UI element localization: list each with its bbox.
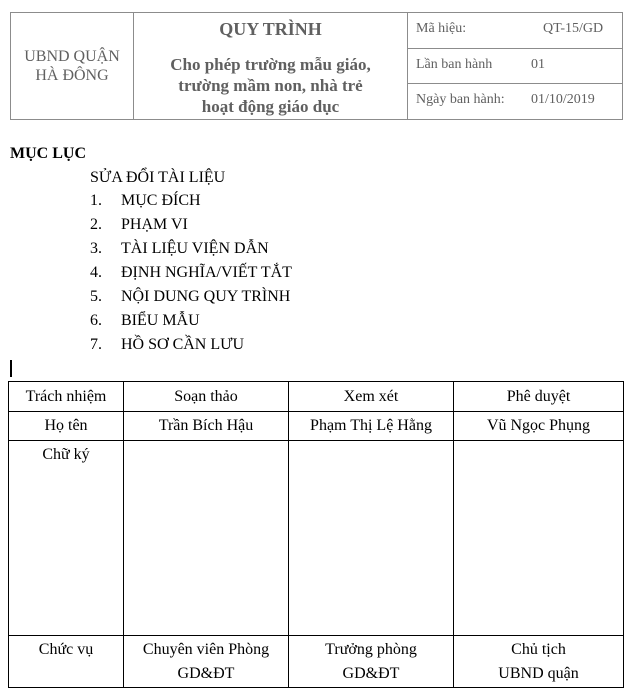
drafter-name: Trần Bích Hậu	[158, 417, 254, 434]
header-approved: Phê duyệt	[506, 388, 571, 405]
toc-item-number: 3.	[90, 240, 102, 257]
position-line: Chuyên viên Phòng	[142, 641, 270, 658]
meta-row-edition	[408, 48, 622, 84]
row-divider	[9, 411, 623, 412]
reviewer-position	[289, 638, 453, 686]
toc-item-number: 1.	[90, 192, 102, 209]
toc-item-number: 4.	[90, 264, 102, 281]
approver-name: Vũ Ngọc Phụng	[486, 417, 591, 434]
document-title: QUY TRÌNH	[219, 19, 322, 39]
position-line: GD&ĐT	[177, 665, 235, 682]
approver-position	[454, 638, 623, 686]
drafter-position	[124, 638, 288, 686]
toc-item-number: 2.	[90, 216, 102, 233]
document-header	[10, 12, 623, 120]
organization-cell	[11, 13, 134, 119]
toc-title: MỤC LỤC	[10, 145, 86, 162]
organization-line-2: HÀ ĐÔNG	[35, 67, 109, 84]
meta-value: 01	[531, 57, 545, 72]
meta-row-code	[408, 13, 622, 48]
position-line: Chủ tịch	[511, 641, 566, 658]
toc-item-number: 6.	[90, 312, 102, 329]
toc-item-text: HỒ SƠ CẦN LƯU	[121, 336, 245, 353]
meta-label: Ngày ban hành:	[416, 92, 505, 107]
meta-value: QT-15/GD	[543, 21, 604, 36]
toc-item-text: ĐỊNH NGHĨA/VIẾT TẮT	[121, 264, 292, 281]
subtitle-line-2: trường mầm non, nhà trẻ	[178, 76, 363, 95]
row-divider	[9, 635, 623, 636]
metadata-cell	[408, 13, 622, 119]
approval-table	[8, 381, 624, 688]
toc-item-number: 7.	[90, 336, 102, 353]
subtitle-line-1: Cho phép trường mẫu giáo,	[170, 55, 371, 74]
toc-item-number: 5.	[90, 288, 102, 305]
signature-label: Chữ ký	[42, 446, 90, 463]
toc-item-text: BIỂU MẪU	[121, 312, 200, 329]
reviewer-name: Phạm Thị Lệ Hằng	[310, 417, 432, 434]
toc-item-text: NỘI DUNG QUY TRÌNH	[121, 288, 291, 305]
header-reviewed: Xem xét	[343, 388, 399, 405]
toc-preface[interactable]: SỬA ĐỔI TÀI LIỆU	[90, 169, 226, 186]
organization-line-1: UBND QUẬN	[24, 48, 120, 65]
text-cursor	[10, 360, 12, 377]
position-line: Trưởng phòng	[325, 641, 417, 658]
header-responsibility: Trách nhiệm	[25, 388, 107, 405]
header-drafted: Soạn thảo	[174, 388, 238, 405]
meta-label: Lần ban hành	[416, 57, 493, 72]
title-cell	[134, 13, 408, 119]
toc-item-text: PHẠM VI	[121, 216, 188, 233]
meta-row-date	[408, 83, 622, 120]
subtitle-line-3: hoạt động giáo dục	[201, 97, 340, 116]
meta-label: Mã hiệu:	[416, 21, 467, 36]
toc-item-text: TÀI LIỆU VIỆN DẪN	[121, 240, 269, 257]
row-divider	[9, 440, 623, 441]
position-line: GD&ĐT	[342, 665, 400, 682]
position-label: Chức vụ	[38, 641, 94, 658]
document-subtitle	[134, 54, 407, 117]
position-line: UBND quận	[498, 665, 579, 682]
meta-value: 01/10/2019	[531, 92, 595, 107]
toc-item-text: MỤC ĐÍCH	[121, 192, 201, 209]
name-label: Họ tên	[44, 417, 88, 434]
